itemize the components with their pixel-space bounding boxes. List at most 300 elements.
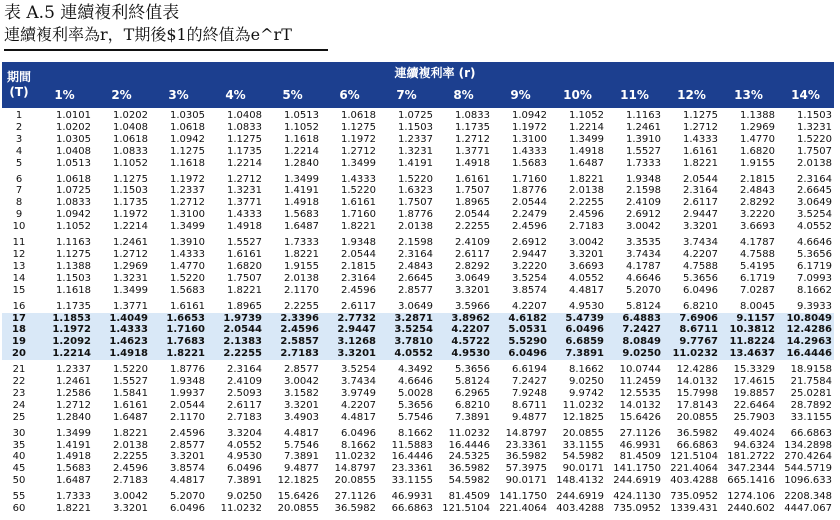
value-cell: 1.7160	[341, 209, 376, 221]
table-row	[2, 348, 834, 362]
value-cell: 1.3910	[626, 133, 661, 145]
value-cell: 1.0513	[284, 110, 319, 121]
value-cell: 1.0513	[56, 157, 91, 169]
table-row	[2, 221, 834, 235]
value-cell: 4.1787	[720, 235, 777, 249]
value-cell: 12.1825	[562, 411, 604, 423]
value-cell: 1.1972	[512, 121, 547, 133]
value-cell: 1.8776	[512, 185, 547, 197]
value-cell: 2.2479	[512, 209, 547, 221]
period-cell: 14	[12, 272, 26, 284]
rate-column-header: 10%	[549, 82, 606, 108]
value-cell: 2.3164	[683, 185, 718, 197]
period-header	[2, 62, 36, 108]
value-cell: 20.0855	[277, 503, 319, 515]
value-cell: 735.0952	[663, 489, 720, 503]
value-cell: 424.1130	[606, 489, 663, 503]
value-cell: 3.8962	[451, 312, 490, 324]
value-cell: 5.3656	[398, 399, 433, 411]
value-cell: 1.0305	[56, 133, 91, 145]
value-cell: 7.9248	[512, 387, 547, 399]
value-cell: 4.0552	[569, 272, 604, 284]
table-row	[2, 261, 834, 273]
value-cell: 5.0531	[508, 324, 547, 336]
value-cell: 66.6863	[777, 426, 834, 440]
value-cell: 14.8797	[492, 426, 549, 440]
period-cell: 25	[12, 411, 26, 423]
value-cell: 2.4109	[626, 197, 661, 209]
table-row	[2, 475, 834, 489]
period-cell: 35	[12, 439, 26, 451]
value-cell: 3.2220	[740, 209, 775, 221]
value-cell: 1.3499	[113, 284, 148, 296]
value-cell: 4.1787	[626, 260, 661, 272]
value-cell: 1.2712	[56, 399, 91, 411]
period-cell: 21	[2, 362, 36, 376]
value-cell: 1.0618	[36, 172, 93, 186]
value-cell: 1.2214	[52, 348, 91, 360]
value-cell: 2.8292	[740, 197, 775, 209]
value-cell: 1.4333	[512, 145, 547, 157]
table-row	[2, 503, 834, 515]
table-row	[2, 362, 834, 376]
value-cell: 1.0408	[113, 121, 148, 133]
value-cell: 5.3656	[683, 272, 718, 284]
rate-header-row	[2, 82, 834, 108]
value-cell: 1.5683	[170, 284, 205, 296]
value-cell: 1.2712	[170, 197, 205, 209]
value-cell: 1.1503	[56, 272, 91, 284]
value-cell: 1.1972	[52, 324, 91, 336]
value-cell: 3.5254	[394, 324, 433, 336]
value-cell: 1.3499	[170, 221, 205, 233]
value-cell: 1.2840	[56, 411, 91, 423]
value-cell: 2.4843	[740, 185, 775, 197]
value-cell: 25.7903	[733, 411, 775, 423]
value-cell: 90.0171	[505, 475, 547, 487]
value-cell: 19.8857	[733, 387, 775, 399]
value-cell: 1.2969	[740, 121, 775, 133]
table-row	[2, 440, 834, 452]
value-cell: 1.0618	[341, 110, 376, 121]
value-cell: 3.0042	[626, 221, 661, 233]
value-cell: 3.1582	[284, 387, 319, 399]
value-cell: 36.5982	[448, 463, 490, 475]
value-cell: 36.5982	[663, 426, 720, 440]
value-cell: 5.4195	[740, 260, 775, 272]
value-cell: 1.5683	[284, 209, 319, 221]
value-cell: 1.4918	[569, 145, 604, 157]
value-cell: 6.6194	[492, 362, 549, 376]
value-cell: 24.5325	[448, 451, 490, 463]
value-cell: 3.7810	[394, 336, 433, 348]
value-cell: 2.4596	[280, 324, 319, 336]
value-cell: 2.4596	[113, 463, 148, 475]
value-cell: 6.8210	[663, 299, 720, 313]
value-cell: 134.2898	[784, 439, 832, 451]
value-cell: 3.4903	[284, 411, 319, 423]
value-cell: 1.8965	[455, 197, 490, 209]
value-cell: 1.1618	[56, 284, 91, 296]
value-cell: 544.5719	[784, 463, 832, 475]
value-cell: 6.0496	[683, 284, 718, 296]
value-cell: 1.5527	[207, 235, 264, 249]
period-cell: 7	[15, 185, 23, 197]
value-cell: 1.6487	[569, 157, 604, 169]
period-cell: 16	[2, 299, 36, 313]
value-cell: 5.8124	[455, 376, 490, 388]
value-cell: 2.6117	[321, 299, 378, 313]
value-cell: 2.3164	[398, 248, 433, 260]
value-cell: 1.1388	[56, 260, 91, 272]
value-cell: 1.8221	[341, 221, 376, 233]
value-cell: 1.8221	[227, 284, 262, 296]
value-cell: 1.1853	[52, 312, 91, 324]
value-cell: 16.4446	[391, 451, 433, 463]
value-cell: 5.8124	[606, 299, 663, 313]
value-cell: 2.4843	[398, 260, 433, 272]
value-cell: 1.6161	[113, 399, 148, 411]
value-cell: 36.5982	[505, 451, 547, 463]
value-cell: 1.2712	[113, 248, 148, 260]
rate-column-header: 12%	[663, 82, 720, 108]
table-row	[2, 451, 834, 463]
value-cell: 7.2427	[622, 324, 661, 336]
value-cell: 665.1416	[727, 475, 775, 487]
value-cell: 1.1972	[113, 209, 148, 221]
value-cell: 1.0833	[56, 197, 91, 209]
value-cell: 5.2070	[150, 489, 207, 503]
value-cell: 1.4918	[109, 348, 148, 360]
value-cell: 4.9530	[451, 348, 490, 360]
value-cell: 2.0138	[284, 272, 319, 284]
value-cell: 12.5535	[619, 387, 661, 399]
value-cell: 1.3910	[150, 235, 207, 249]
value-cell: 2.1383	[223, 336, 262, 348]
value-cell: 4.0552	[227, 439, 262, 451]
value-cell: 141.1750	[492, 489, 549, 503]
value-cell: 14.0132	[676, 376, 718, 388]
value-cell: 1.2712	[341, 145, 376, 157]
value-cell: 3.7434	[626, 248, 661, 260]
value-cell: 1.1275	[683, 110, 718, 121]
value-cell: 2.7183	[569, 221, 604, 233]
value-cell: 2.0544	[663, 172, 720, 186]
value-cell: 141.1750	[613, 463, 661, 475]
value-cell: 2.0544	[341, 248, 376, 260]
value-cell: 1.5220	[378, 172, 435, 186]
value-cell: 1.9155	[740, 157, 775, 169]
value-cell: 1.2214	[569, 121, 604, 133]
rate-column-header: 9%	[492, 82, 549, 108]
value-cell: 1.7333	[36, 489, 93, 503]
period-cell: 10	[12, 221, 26, 233]
value-cell: 23.3361	[391, 463, 433, 475]
value-cell: 22.6464	[733, 399, 775, 411]
value-cell: 1.2337	[36, 362, 93, 376]
value-cell: 1.0408	[56, 145, 91, 157]
value-cell: 1.9348	[170, 376, 205, 388]
value-cell: 4.5722	[451, 336, 490, 348]
value-cell: 9.9742	[569, 387, 604, 399]
value-cell: 4.2207	[492, 299, 549, 313]
value-cell: 2.7183	[113, 475, 148, 487]
value-cell: 4.6646	[777, 235, 834, 249]
value-cell: 1.1275	[56, 248, 91, 260]
value-cell: 1.4770	[740, 133, 775, 145]
rate-column-header: 4%	[207, 82, 264, 108]
value-cell: 347.2344	[727, 463, 775, 475]
value-cell: 1.7507	[797, 145, 832, 157]
value-cell: 1.1972	[341, 133, 376, 145]
value-cell: 2.1598	[378, 235, 435, 249]
value-cell: 2.3164	[207, 362, 264, 376]
value-cell: 4.2207	[341, 399, 376, 411]
rate-column-header: 1%	[36, 82, 93, 108]
value-cell: 2.9447	[683, 209, 718, 221]
value-cell: 6.0496	[565, 324, 604, 336]
table-row	[2, 299, 834, 313]
value-cell: 1.4623	[109, 336, 148, 348]
value-cell: 1.5220	[93, 362, 150, 376]
value-cell: 3.8574	[170, 463, 205, 475]
value-cell: 1.5220	[797, 133, 832, 145]
value-cell: 20.0855	[549, 426, 606, 440]
rate-column-header: 11%	[606, 82, 663, 108]
value-cell: 57.3975	[505, 463, 547, 475]
value-cell: 90.0171	[562, 463, 604, 475]
value-cell: 14.0132	[619, 399, 661, 411]
value-cell: 16.4446	[786, 348, 832, 360]
value-cell: 403.4288	[556, 503, 604, 515]
period-cell: 45	[12, 463, 26, 475]
value-cell: 2.2255	[113, 451, 148, 463]
value-cell: 2.9447	[512, 248, 547, 260]
value-cell: 2.6912	[492, 235, 549, 249]
value-cell: 9.1157	[736, 312, 775, 324]
value-cell: 13.4637	[729, 348, 775, 360]
value-cell: 2.0138	[569, 185, 604, 197]
value-cell: 2.6645	[797, 185, 832, 197]
value-cell: 1.4333	[109, 324, 148, 336]
value-cell: 14.8797	[334, 463, 376, 475]
value-cell: 1.0101	[56, 110, 91, 121]
value-cell: 3.2871	[394, 312, 433, 324]
value-cell: 81.4509	[435, 489, 492, 503]
value-cell: 1.1275	[341, 121, 376, 133]
value-cell: 2.6117	[227, 399, 262, 411]
value-cell: 1.3771	[227, 197, 262, 209]
value-cell: 20.0855	[676, 411, 718, 423]
future-value-table	[2, 62, 834, 515]
value-cell: 12.4286	[663, 362, 720, 376]
value-cell: 9.0250	[569, 376, 604, 388]
table-row	[2, 426, 834, 440]
value-cell: 3.0042	[549, 235, 606, 249]
value-cell: 1.4333	[683, 133, 718, 145]
value-cell: 1.3231	[398, 145, 433, 157]
value-cell: 3.5254	[321, 362, 378, 376]
value-cell: 1.3231	[797, 121, 832, 133]
value-cell: 7.0993	[797, 272, 832, 284]
value-cell: 3.1268	[337, 336, 376, 348]
value-cell: 1.5220	[170, 272, 205, 284]
value-cell: 1.0202	[56, 121, 91, 133]
value-cell: 244.6919	[549, 489, 606, 503]
value-cell: 2.8577	[398, 284, 433, 296]
value-cell: 1.4191	[284, 185, 319, 197]
value-cell: 10.0744	[606, 362, 663, 376]
value-cell: 66.6863	[391, 503, 433, 515]
value-cell: 1.2586	[56, 387, 91, 399]
value-cell: 18.9158	[777, 362, 834, 376]
value-cell: 1.2712	[455, 133, 490, 145]
value-cell: 1.2461	[93, 235, 150, 249]
value-cell: 15.6426	[619, 411, 661, 423]
value-cell: 1.6161	[683, 145, 718, 157]
value-cell: 23.3361	[505, 439, 547, 451]
value-cell: 1.3499	[36, 426, 93, 440]
value-cell: 1.3771	[455, 145, 490, 157]
value-cell: 2.3396	[280, 312, 319, 324]
value-cell: 6.0496	[508, 348, 547, 360]
value-cell: 1.4333	[321, 172, 378, 186]
table-row	[2, 285, 834, 299]
value-cell: 1.1972	[150, 172, 207, 186]
period-cell: 6	[2, 172, 36, 186]
period-cell: 13	[12, 260, 26, 272]
value-cell: 1.2337	[398, 133, 433, 145]
value-cell: 3.3201	[170, 451, 205, 463]
table-row	[2, 376, 834, 388]
value-cell: 11.2459	[619, 376, 661, 388]
value-cell: 6.4883	[622, 312, 661, 324]
value-cell: 1.5841	[113, 387, 148, 399]
table-caption	[4, 2, 334, 51]
value-cell: 1.9937	[170, 387, 205, 399]
value-cell: 33.1155	[562, 439, 604, 451]
value-cell: 6.0496	[321, 426, 378, 440]
period-cell: 4	[15, 145, 23, 157]
value-cell: 1.4333	[170, 248, 205, 260]
value-cell: 3.3204	[207, 426, 264, 440]
value-cell: 1.1618	[170, 157, 205, 169]
value-cell: 1.0942	[170, 133, 205, 145]
value-cell: 6.6859	[565, 336, 604, 348]
value-cell: 1.4333	[227, 209, 262, 221]
table-row	[2, 463, 834, 475]
value-cell: 5.4739	[565, 312, 604, 324]
value-cell: 20.0855	[334, 475, 376, 487]
value-cell: 1.9739	[223, 312, 262, 324]
value-cell: 1.4191	[56, 439, 91, 451]
caption-subtitle: 連續複利率為r，T期後$1的終值為e^rT	[4, 25, 292, 44]
value-cell: 5.7546	[284, 439, 319, 451]
value-cell: 2.7183	[280, 348, 319, 360]
value-cell: 244.6919	[613, 475, 661, 487]
rate-column-header: 3%	[150, 82, 207, 108]
value-cell: 12.1825	[277, 475, 319, 487]
value-cell: 3.6693	[569, 260, 604, 272]
value-cell: 9.4877	[512, 411, 547, 423]
value-cell: 270.4264	[784, 451, 832, 463]
table-row	[2, 235, 834, 249]
value-cell: 1.8221	[93, 426, 150, 440]
value-cell: 2.0544	[223, 324, 262, 336]
value-cell: 1.3499	[264, 172, 321, 186]
period-cell: 30	[2, 426, 36, 440]
value-cell: 4.7588	[683, 260, 718, 272]
value-cell: 1.6820	[227, 260, 262, 272]
value-cell: 148.4132	[556, 475, 604, 487]
value-cell: 2.1598	[626, 185, 661, 197]
table-row	[2, 313, 834, 325]
value-cell: 1.8776	[150, 362, 207, 376]
value-cell: 1.2214	[113, 221, 148, 233]
value-cell: 1.7333	[626, 157, 661, 169]
value-cell: 1.0833	[227, 121, 262, 133]
value-cell: 1.6161	[435, 172, 492, 186]
period-cell: 17	[12, 312, 26, 324]
value-cell: 1.6487	[56, 475, 91, 487]
value-cell: 11.0232	[672, 348, 718, 360]
value-cell: 10.3812	[729, 324, 775, 336]
value-cell: 1.0833	[455, 110, 490, 121]
value-cell: 3.7434	[663, 235, 720, 249]
value-cell: 2.0544	[455, 209, 490, 221]
value-cell: 66.6863	[676, 439, 718, 451]
value-cell: 1.0942	[512, 110, 547, 121]
value-cell: 3.6693	[740, 221, 775, 233]
table-row	[2, 134, 834, 146]
value-cell: 221.4064	[670, 463, 718, 475]
value-cell: 9.7767	[679, 336, 718, 348]
value-cell: 3.3201	[337, 348, 376, 360]
value-cell: 1.6323	[398, 185, 433, 197]
value-cell: 6.1719	[797, 260, 832, 272]
value-cell: 2.4596	[512, 221, 547, 233]
period-cell: 40	[12, 451, 26, 463]
value-cell: 1.4049	[109, 312, 148, 324]
value-cell: 1.6653	[166, 312, 205, 324]
table-row	[2, 400, 834, 412]
value-cell: 3.5254	[797, 209, 832, 221]
value-cell: 1.1052	[569, 110, 604, 121]
value-cell: 8.0849	[622, 336, 661, 348]
value-cell: 121.5104	[670, 451, 718, 463]
period-cell: 24	[12, 399, 26, 411]
value-cell: 1.2840	[284, 157, 319, 169]
value-cell: 1.1275	[93, 172, 150, 186]
value-cell: 5.7546	[398, 411, 433, 423]
value-cell: 1.8221	[683, 157, 718, 169]
value-cell: 16.4446	[448, 439, 490, 451]
period-cell: 55	[2, 489, 36, 503]
value-cell: 1.2214	[284, 145, 319, 157]
value-cell: 2.0138	[113, 439, 148, 451]
period-cell: 3	[15, 133, 23, 145]
value-cell: 1.1503	[113, 185, 148, 197]
value-cell: 1.3231	[227, 185, 262, 197]
table-row	[2, 388, 834, 400]
table-row	[2, 158, 834, 172]
value-cell: 94.6324	[733, 439, 775, 451]
value-cell: 8.6711	[679, 324, 718, 336]
value-cell: 2.6645	[398, 272, 433, 284]
value-cell: 2.1170	[170, 411, 205, 423]
value-cell: 8.1662	[341, 439, 376, 451]
rate-header: 連續複利率 (r)	[36, 62, 834, 82]
